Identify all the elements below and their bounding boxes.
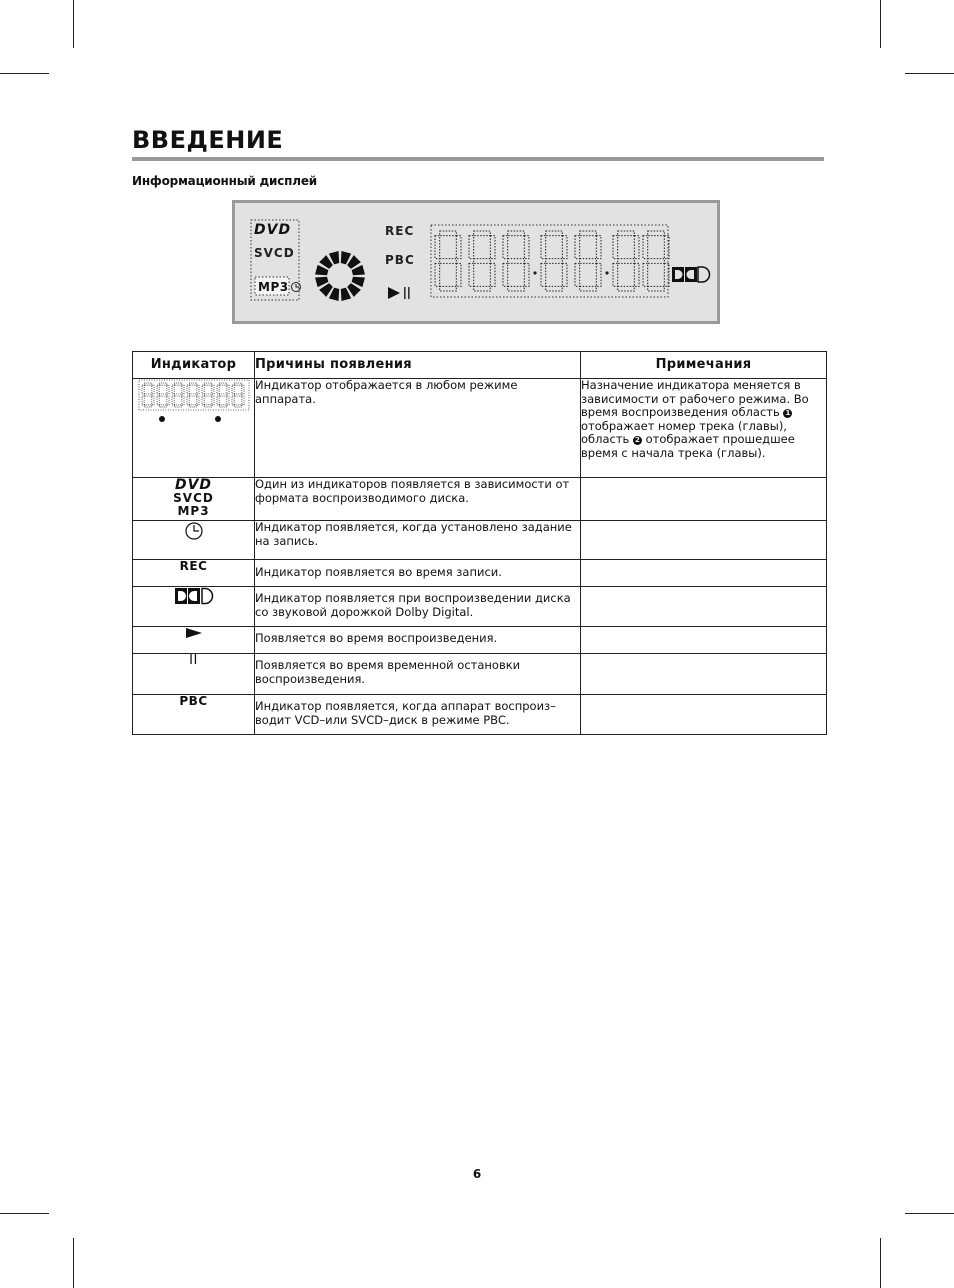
table-row — [133, 478, 827, 521]
display-dvd-logo: DVD — [254, 222, 292, 238]
page-title: ВВЕДЕНИЕ — [132, 126, 284, 154]
table-row — [133, 654, 827, 695]
header-notes: Примечания — [581, 352, 827, 379]
mp3-label: MP3 — [177, 504, 210, 518]
crop-mark — [0, 73, 49, 74]
dvd-logo: DVD — [174, 477, 213, 493]
indicator-cell — [133, 478, 255, 521]
area-1-marker: 1 — [783, 409, 792, 418]
indicator-cell — [133, 560, 255, 587]
svcd-label: SVCD — [173, 491, 214, 505]
display-rec-label: REC — [385, 224, 415, 238]
note-cell — [581, 654, 827, 695]
crop-mark — [880, 1238, 881, 1288]
section-subtitle: Информационный дисплей — [132, 174, 317, 188]
note-cell — [581, 560, 827, 587]
reason-cell: Индикатор появляется, когда аппарат воспроиз–водит VCD–или SVCD–диск в режиме PBC. — [255, 695, 581, 735]
crop-mark — [0, 1213, 49, 1214]
indicator-cell — [133, 521, 255, 560]
note-cell — [581, 379, 827, 478]
indicator-cell — [133, 587, 255, 627]
header-indicator: Индикатор — [133, 352, 255, 379]
reason-cell: Один из индикаторов появляется в зависимости от формата воспроизводимого диска. — [255, 478, 581, 521]
crop-mark — [880, 0, 881, 48]
area-2-marker: 2 — [633, 436, 642, 445]
note-text: Назначение индикатора меняется в зависимости от рабочего режима. Во время воспроизведения область — [581, 378, 809, 419]
reason-cell: Индикатор появляется во время записи. — [255, 560, 581, 587]
pbc-label: PBC — [179, 694, 208, 708]
crop-mark — [905, 1213, 954, 1214]
table-row — [133, 379, 827, 478]
indicator-table — [132, 351, 827, 735]
table-header-row — [133, 352, 827, 379]
display-mp3-label: MP3 — [258, 280, 289, 294]
note-cell — [581, 478, 827, 521]
reason-cell: Индикатор появляется при воспроизведении диска со звуковой дорожкой Dolby Digital. — [255, 587, 581, 627]
note-cell — [581, 521, 827, 560]
header-reason: Причины появления — [255, 352, 581, 379]
table-row — [133, 560, 827, 587]
note-cell — [581, 695, 827, 735]
table-row — [133, 521, 827, 560]
dolby-icon — [174, 587, 214, 605]
indicator-cell — [133, 379, 255, 478]
reason-cell: Индикатор отображается в любом режиме аппарата. — [255, 379, 581, 478]
info-display-panel — [232, 200, 720, 324]
note-text: отображает номер трека (главы), область — [581, 418, 787, 446]
crop-mark — [73, 0, 74, 48]
indicator-cell — [133, 695, 255, 735]
crop-mark — [73, 1238, 74, 1288]
play-icon — [185, 627, 203, 639]
table-row — [133, 695, 827, 735]
timer-icon — [184, 521, 204, 541]
rec-label: REC — [179, 559, 208, 573]
indicator-cell — [133, 654, 255, 695]
display-svcd-label: SVCD — [254, 246, 295, 260]
note-text: отображает прошедшее время с начала трека (главы). — [581, 432, 795, 460]
note-cell — [581, 587, 827, 627]
reason-cell: Появляется во время воспроизведения. — [255, 627, 581, 654]
table-row — [133, 587, 827, 627]
title-rule — [132, 157, 824, 161]
display-pbc-label: PBC — [385, 253, 415, 267]
reason-cell: Индикатор появляется, когда установлено задание на запись. — [255, 521, 581, 560]
seven-segment-indicator — [138, 379, 250, 425]
page-number: 6 — [472, 1167, 482, 1181]
table-row — [133, 627, 827, 654]
note-cell — [581, 627, 827, 654]
reason-cell: Появляется во время временной остановки воспроизведения. — [255, 654, 581, 695]
crop-mark — [905, 73, 954, 74]
indicator-cell — [133, 627, 255, 654]
pause-icon: II — [189, 653, 198, 668]
